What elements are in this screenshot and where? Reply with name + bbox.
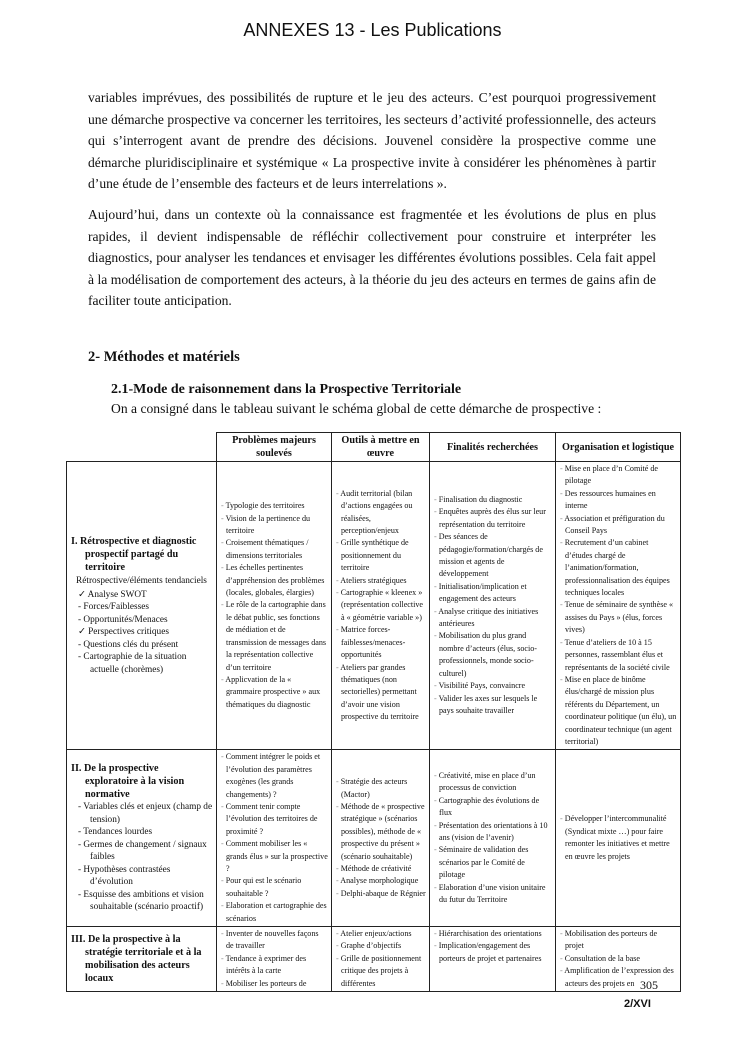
cell-item: - Tenue d’ateliers de 10 à 15 personnes, rassemblant élus et représentants de la société civile — [559, 637, 677, 674]
cell-item: - Consultation de la base — [559, 953, 677, 965]
table-cell — [556, 750, 681, 927]
cell-item: - Comment tenir compte l’évolution des territoires de proximité ? — [220, 801, 328, 838]
column-header: Organisation et logistique — [556, 433, 681, 462]
empty-header — [67, 433, 217, 462]
table-cell — [332, 927, 430, 992]
table-header-row — [67, 433, 681, 462]
phase-items — [70, 589, 213, 677]
cell-item: - Applicvation de la « grammaire prospective » aux thématiques du diagnostic — [220, 674, 328, 711]
phase-subtitle: Rétrospective/éléments tendanciels — [76, 575, 207, 586]
body-text — [88, 87, 656, 321]
cell-item: - Ateliers stratégiques — [335, 575, 426, 587]
cell-item: - Initialisation/implication et engagement des acteurs — [433, 581, 552, 606]
phase-item: - Cartographie de la situation actuelle (chorèmes) — [70, 651, 213, 676]
table-cell — [430, 927, 556, 992]
cell-item: - Mise en place de binôme élus/chargé de mission plus référents du Département, un coordinateur politique (un élu), un coordinateur technique (un agent territorial) — [559, 674, 677, 748]
cell-list — [559, 928, 677, 990]
phase-item: - Germes de changement / signaux faibles — [70, 839, 213, 864]
cell-item: - Pour qui est le scénario souhaitable ? — [220, 875, 328, 900]
cell-item: - Mise en place d’n Comité de pilotage — [559, 463, 677, 488]
paragraph: variables imprévues, des possibilités de rupture et le jeu des acteurs. C’est pourquoi progressivement une démarche prospective va concerner les territoires, les secteurs d’activité professionnelle, des acteurs qui s’interrogent avant de prendre des décisions. Jouvenel considère la prospective comme une démarche pluridisciplinaire et systémique « La prospective invite à considérer les phénomènes à partir d’une étude de l’ensemble des facteurs et de leurs interrelations ». — [88, 90, 656, 192]
cell-list — [220, 928, 328, 990]
table-row — [67, 750, 681, 927]
cell-item: - Association et préfiguration du Conseil Pays — [559, 513, 677, 538]
cell-item: - Inventer de nouvelles façons de travailler — [220, 928, 328, 953]
cell-item: - Analyse critique des initiatives antérieures — [433, 606, 552, 631]
phase-item: - Tendances lourdes — [70, 826, 213, 839]
page-label: 2/XVI — [624, 998, 651, 1010]
table-cell — [556, 927, 681, 992]
cell-item: - Analyse morphologique — [335, 875, 426, 887]
column-header: Finalités recherchées — [430, 433, 556, 462]
cell-item: - Tendance à exprimer des intérêts à la carte — [220, 953, 328, 978]
cell-list — [433, 928, 552, 965]
cell-list — [220, 500, 328, 711]
cell-item: - Méthode de créativité — [335, 863, 426, 875]
cell-item: - Méthode de « prospective stratégique » (scénarios possibles), méthode de « prospective du présent » (scénario souhaitable) — [335, 801, 426, 863]
table-row — [67, 462, 681, 750]
table-cell — [217, 927, 332, 992]
phase-item: - Hypothèses contrastées d’évolution — [70, 864, 213, 889]
phase-cell — [67, 750, 217, 927]
cell-item: - Implication/engagement des porteurs de projet et partenaires — [433, 940, 552, 965]
phase-title: III. De la prospective à la stratégie territoriale et à la mobilisation des acteurs locaux — [71, 934, 202, 985]
cell-list — [220, 751, 328, 925]
cell-item: - Grille de positionnement critique des projets à différentes — [335, 953, 426, 990]
phase-item: - Forces/Faiblesses — [70, 601, 213, 614]
cell-item: - Elaboration d’une vision unitaire du futur du Territoire — [433, 882, 552, 907]
cell-item: - Tenue de séminaire de synthèse « assises du Pays » (élus, forces vives) — [559, 599, 677, 636]
cell-item: - Typologie des territoires — [220, 500, 328, 512]
cell-item: - Comment mobiliser les « grands élus » sur la prospective ? — [220, 838, 328, 875]
phase-item: - Opportunités/Menaces — [70, 614, 213, 627]
phase-title: II. De la prospective exploratoire à la vision normative — [71, 763, 185, 801]
phase-item: - Esquisse des ambitions et vision souhaitable (scénario proactif) — [70, 889, 213, 914]
cell-item: - Matrice forces-faiblesses/menaces-opportunités — [335, 624, 426, 661]
cell-item: - Graphe d’objectifs — [335, 940, 426, 952]
cell-item: - Des séances de pédagogie/formation/chargés de mission et agents de développement — [433, 531, 552, 581]
table-cell — [332, 750, 430, 927]
table-cell — [556, 462, 681, 750]
cell-list — [559, 813, 677, 863]
cell-item: - Delphi-abaque de Régnier — [335, 888, 426, 900]
table-cell — [430, 462, 556, 750]
cell-item: - Cartographie des évolutions de flux — [433, 795, 552, 820]
cell-list — [335, 776, 426, 900]
cell-item: - Hiérarchisation des orientations — [433, 928, 552, 940]
cell-list — [335, 488, 426, 724]
cell-item: - Développer l’intercommunalité (Syndicat mixte …) pour faire remonter les initiatives et mettre en œuvre les projets — [559, 813, 677, 863]
cell-item: - Les échelles pertinentes d’appréhension des problèmes (locales, globales, élargies) — [220, 562, 328, 599]
phase-item: - Questions clés du présent — [70, 639, 213, 652]
phase-cell — [67, 927, 217, 992]
table-cell — [332, 462, 430, 750]
phase-item: - Variables clés et enjeux (champ de tension) — [70, 801, 213, 826]
cell-item: - Présentation des orientations à 10 ans (vision de l’avenir) — [433, 820, 552, 845]
table-row — [67, 927, 681, 992]
cell-item: - Des ressources humaines en interne — [559, 488, 677, 513]
cell-item: - Amplification de l’expression des acteurs des projets en — [559, 965, 677, 990]
cell-item: - Créativité, mise en place d’un processus de conviction — [433, 770, 552, 795]
cell-list — [433, 494, 552, 717]
phase-title: I. Rétrospective et diagnostic prospectif partagé du territoire — [71, 535, 197, 573]
cell-list — [559, 463, 677, 748]
table-intro: On a consigné dans le tableau suivant le schéma global de cette démarche de prospective : — [111, 401, 602, 416]
cell-item: - Mobilisation du plus grand nombre d’acteurs (élus, socio-professionnels, monde socio-culturel) — [433, 630, 552, 680]
methodology-table — [66, 432, 681, 992]
paragraph: Aujourd’hui, dans un contexte où la connaissance est fragmentée et les évolutions de plus en plus rapides, il devient indispensable de réfléchir collectivement pour construire et interpréter les diagnostics, pour analyser les tendances et envisager les différentes évolutions possibles. Cela fait appel à la modélisation de comportement des acteurs, à la théorie du jeu des acteurs en termes de gains afin de faciliter toute anticipation. — [88, 206, 656, 309]
cell-list — [335, 928, 426, 990]
page-header: ANNEXES 13 - Les Publications — [243, 20, 502, 40]
cell-item: - Mobilisation des porteurs de projet — [559, 928, 677, 953]
column-header: Problèmes majeurs soulevés — [217, 433, 332, 462]
page-number: 305 — [640, 978, 658, 992]
section-title: 2- Méthodes et matériels — [88, 349, 240, 365]
cell-item: - Grille synthétique de positionnement du territoire — [335, 537, 426, 574]
phase-item: ✓ Analyse SWOT — [70, 589, 213, 602]
cell-item: - Visibilité Pays, convaincre — [433, 680, 552, 692]
table-cell — [217, 462, 332, 750]
cell-item: - Valider les axes sur lesquels le pays souhaite travailler — [433, 693, 552, 718]
cell-list — [433, 770, 552, 906]
cell-item: - Recrutement d’un cabinet d’études chargé de l’animation/formation, professionnalisation des équipes techniques locales — [559, 537, 677, 599]
cell-item: - Cartographie « kleenex » (représentation collective à « géométrie variable ») — [335, 587, 426, 624]
cell-item: - Atelier enjeux/actions — [335, 928, 426, 940]
subsection-title: 2.1-Mode de raisonnement dans la Prospective Territoriale — [111, 382, 462, 397]
cell-item: - Mobiliser les porteurs de — [220, 978, 328, 990]
cell-item: - Comment intégrer le poids et l’évolution des paramètres exogènes (les grands changements) ? — [220, 751, 328, 801]
table-cell — [430, 750, 556, 927]
cell-item: - Séminaire de validation des scénarios par le Comité de pilotage — [433, 844, 552, 881]
cell-item: - Ateliers par grandes thématiques (non sectorielles) permettant d’avoir une vision prospective du territoire — [335, 662, 426, 724]
column-header: Outils à mettre en œuvre — [332, 433, 430, 462]
cell-item: - Stratégie des acteurs (Mactor) — [335, 776, 426, 801]
cell-item: - Vision de la pertinence du territoire — [220, 513, 328, 538]
cell-item: - Elaboration et cartographie des scénarios — [220, 900, 328, 925]
cell-item: - Le rôle de la cartographie dans le débat public, ses fonctions de médiation et de transmission de messages dans la représentation collective d’un territoire — [220, 599, 328, 673]
cell-item: - Enquêtes auprès des élus sur leur représentation du territoire — [433, 506, 552, 531]
phase-item: ✓ Perspectives critiques — [70, 626, 213, 639]
cell-item: - Audit territorial (bilan d’actions engagées ou réalisées, perception/enjeux — [335, 488, 426, 538]
phase-cell — [67, 462, 217, 750]
table-cell — [217, 750, 332, 927]
cell-item: - Finalisation du diagnostic — [433, 494, 552, 506]
phase-items — [70, 801, 213, 914]
cell-item: - Croisement thématiques / dimensions territoriales — [220, 537, 328, 562]
